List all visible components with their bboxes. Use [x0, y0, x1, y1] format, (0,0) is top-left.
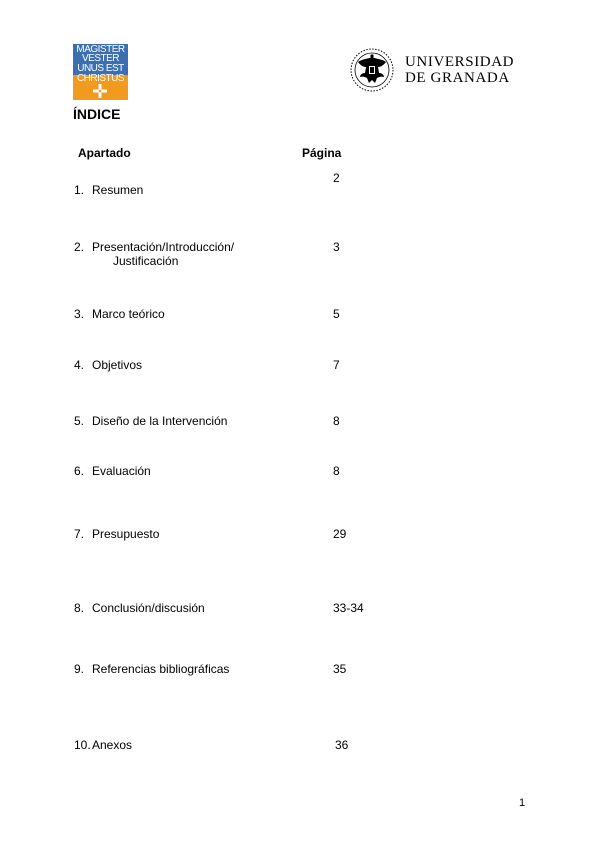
toc-entry-number: 2.	[74, 240, 85, 254]
toc-entry-label: Conclusión/discusión	[92, 601, 205, 615]
toc-entry-label: Evaluación	[92, 464, 151, 478]
toc-entry-label: Resumen	[92, 183, 144, 197]
toc-entry-label: Presupuesto	[92, 527, 160, 541]
logo-universidad-granada	[349, 47, 519, 95]
toc-entry-number: 10.	[74, 738, 91, 752]
university-name-line2: DE GRANADA	[405, 70, 510, 86]
toc-entry-label: Diseño de la Intervención	[92, 414, 228, 428]
toc-entry-number: 6.	[74, 464, 85, 478]
toc-entry-page: 8	[333, 464, 340, 478]
toc-entry-page: 2	[333, 171, 340, 185]
toc-entry-label: Marco teórico	[92, 307, 165, 321]
toc-entry-page: 36	[335, 738, 349, 752]
toc-entry-page: 35	[333, 662, 347, 676]
university-name-line1: UNIVERSIDAD	[405, 54, 515, 70]
toc-entry-page: 29	[333, 527, 347, 541]
toc-entry-number: 8.	[74, 601, 85, 615]
logo-line: VESTER	[81, 53, 119, 64]
toc-entry-label: Objetivos	[92, 358, 143, 372]
toc-entry-number: 3.	[74, 307, 85, 321]
toc-entry-number: 5.	[74, 414, 85, 428]
cross-icon	[93, 84, 107, 98]
toc-entry-label-cont: Justificación	[113, 254, 179, 268]
toc-entry-page: 8	[333, 414, 340, 428]
toc-entry-label: Anexos	[92, 738, 133, 752]
toc-entry-number: 4.	[74, 358, 85, 372]
toc-entry-page: 3	[333, 240, 340, 254]
toc-entry-page: 33-34	[333, 601, 364, 615]
logo-magister	[73, 44, 128, 100]
university-seal-icon	[349, 47, 395, 93]
toc-entry-page: 5	[333, 307, 340, 321]
toc-entry-number: 7.	[74, 527, 85, 541]
logo-line: MAGISTER	[76, 44, 125, 55]
toc-entry-page: 7	[333, 358, 340, 372]
toc-entry-label: Referencias bibliográficas	[92, 662, 230, 676]
logo-line: UNUS EST	[77, 63, 124, 74]
column-header-pagina: Página	[302, 146, 342, 160]
page-number: 1	[519, 797, 526, 809]
column-header-apartado: Apartado	[78, 146, 131, 160]
toc-entry-number: 9.	[74, 662, 85, 676]
logo-line: CHRISTUS	[76, 73, 125, 84]
toc-entry-label: Presentación/Introducción/	[92, 240, 235, 254]
page-title: ÍNDICE	[73, 106, 121, 122]
toc-entry-number: 1.	[74, 183, 85, 197]
